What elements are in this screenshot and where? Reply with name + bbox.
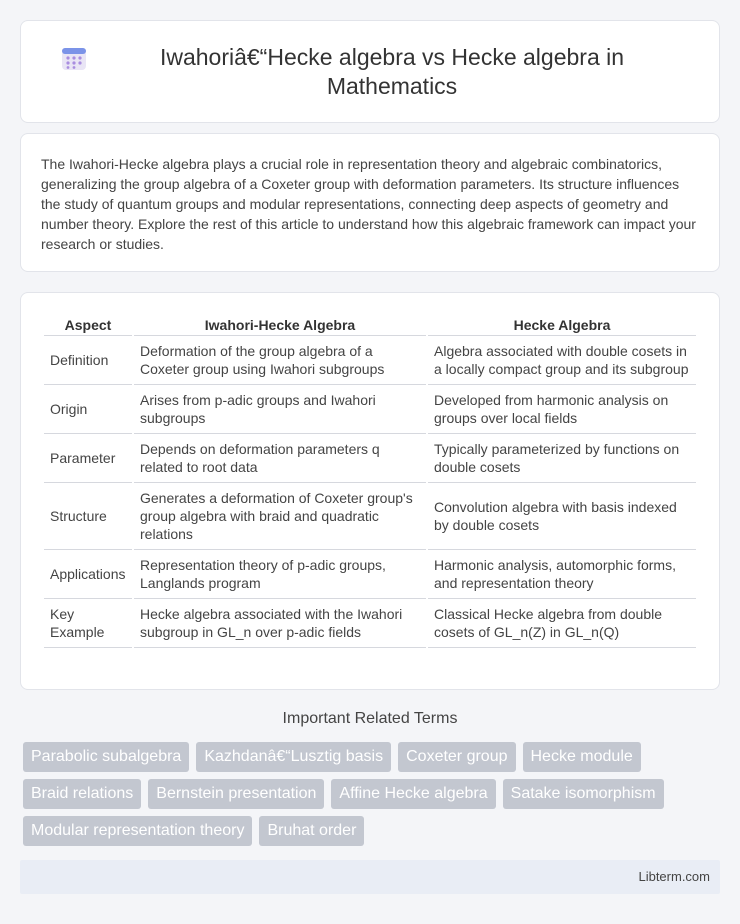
comparison-table xyxy=(42,313,698,648)
related-term-tag[interactable]: Braid relations xyxy=(23,779,141,809)
related-term-tag[interactable]: Modular representation theory xyxy=(23,816,252,846)
related-term-tag[interactable]: Bernstein presentation xyxy=(148,779,324,809)
title-wrap xyxy=(21,43,719,101)
intro-paragraph: The Iwahori-Hecke algebra plays a crucial role in representation theory and algebraic combinatorics, generalizing the group algebra of a Coxeter group with deformation parameters. Its structure influences the study of quantum groups and modular representations, connecting deep aspects of geometry and number theory. Explore the rest of this article to understand how this algebraic framework can impact your research or studies. xyxy=(41,156,696,252)
hecke-cell: Algebra associated with double cosets in a locally compact group and its subgroup xyxy=(428,336,696,385)
footer xyxy=(20,860,720,894)
iwahori-cell: Deformation of the group algebra of a Coxeter group using Iwahori subgroups xyxy=(134,336,426,385)
related-terms-list xyxy=(23,742,713,846)
page-title: Iwahoriâ€“Hecke algebra vs Hecke algebra in Mathematics xyxy=(159,43,625,99)
comparison-card xyxy=(20,292,720,690)
hecke-cell: Convolution algebra with basis indexed by double cosets xyxy=(428,483,696,550)
table-row xyxy=(44,336,696,385)
related-term-tag[interactable]: Kazhdanâ€“Lusztig basis xyxy=(196,742,391,772)
title-card xyxy=(20,20,720,123)
table-row xyxy=(44,434,696,483)
hecke-cell: Typically parameterized by functions on double cosets xyxy=(428,434,696,483)
related-term-tag[interactable]: Bruhat order xyxy=(259,816,364,846)
aspect-cell: Definition xyxy=(44,336,132,385)
table-row xyxy=(44,385,696,434)
footer-site-link[interactable]: Libterm.com xyxy=(638,869,710,884)
table-header-row xyxy=(44,313,696,336)
aspect-cell: Key Example xyxy=(44,599,132,648)
related-term-tag[interactable]: Affine Hecke algebra xyxy=(331,779,495,809)
aspect-cell: Parameter xyxy=(44,434,132,483)
hecke-cell: Classical Hecke algebra from double cosets of GL_n(Z) in GL_n(Q) xyxy=(428,599,696,648)
header-hecke: Hecke Algebra xyxy=(428,313,696,336)
related-term-tag[interactable]: Satake isomorphism xyxy=(503,779,664,809)
aspect-cell: Origin xyxy=(44,385,132,434)
header-aspect: Aspect xyxy=(44,313,132,336)
related-term-tag[interactable]: Hecke module xyxy=(523,742,641,772)
hecke-cell: Developed from harmonic analysis on groups over local fields xyxy=(428,385,696,434)
related-term-tag[interactable]: Coxeter group xyxy=(398,742,515,772)
table-row xyxy=(44,550,696,599)
aspect-cell: Applications xyxy=(44,550,132,599)
iwahori-cell: Arises from p-adic groups and Iwahori subgroups xyxy=(134,385,426,434)
iwahori-cell: Hecke algebra associated with the Iwahori subgroup in GL_n over p-adic fields xyxy=(134,599,426,648)
intro-card xyxy=(20,133,720,272)
iwahori-cell: Generates a deformation of Coxeter group's group algebra with braid and quadratic relations xyxy=(134,483,426,550)
table-row xyxy=(44,483,696,550)
iwahori-cell: Representation theory of p-adic groups, Langlands program xyxy=(134,550,426,599)
header-iwahori-hecke: Iwahori-Hecke Algebra xyxy=(134,313,426,336)
aspect-cell: Structure xyxy=(44,483,132,550)
hecke-cell: Harmonic analysis, automorphic forms, and representation theory xyxy=(428,550,696,599)
table-row xyxy=(44,599,696,648)
iwahori-cell: Depends on deformation parameters q related to root data xyxy=(134,434,426,483)
related-term-tag[interactable]: Parabolic subalgebra xyxy=(23,742,189,772)
related-terms-heading: Important Related Terms xyxy=(282,710,458,727)
calendar-grid-icon xyxy=(61,46,87,72)
